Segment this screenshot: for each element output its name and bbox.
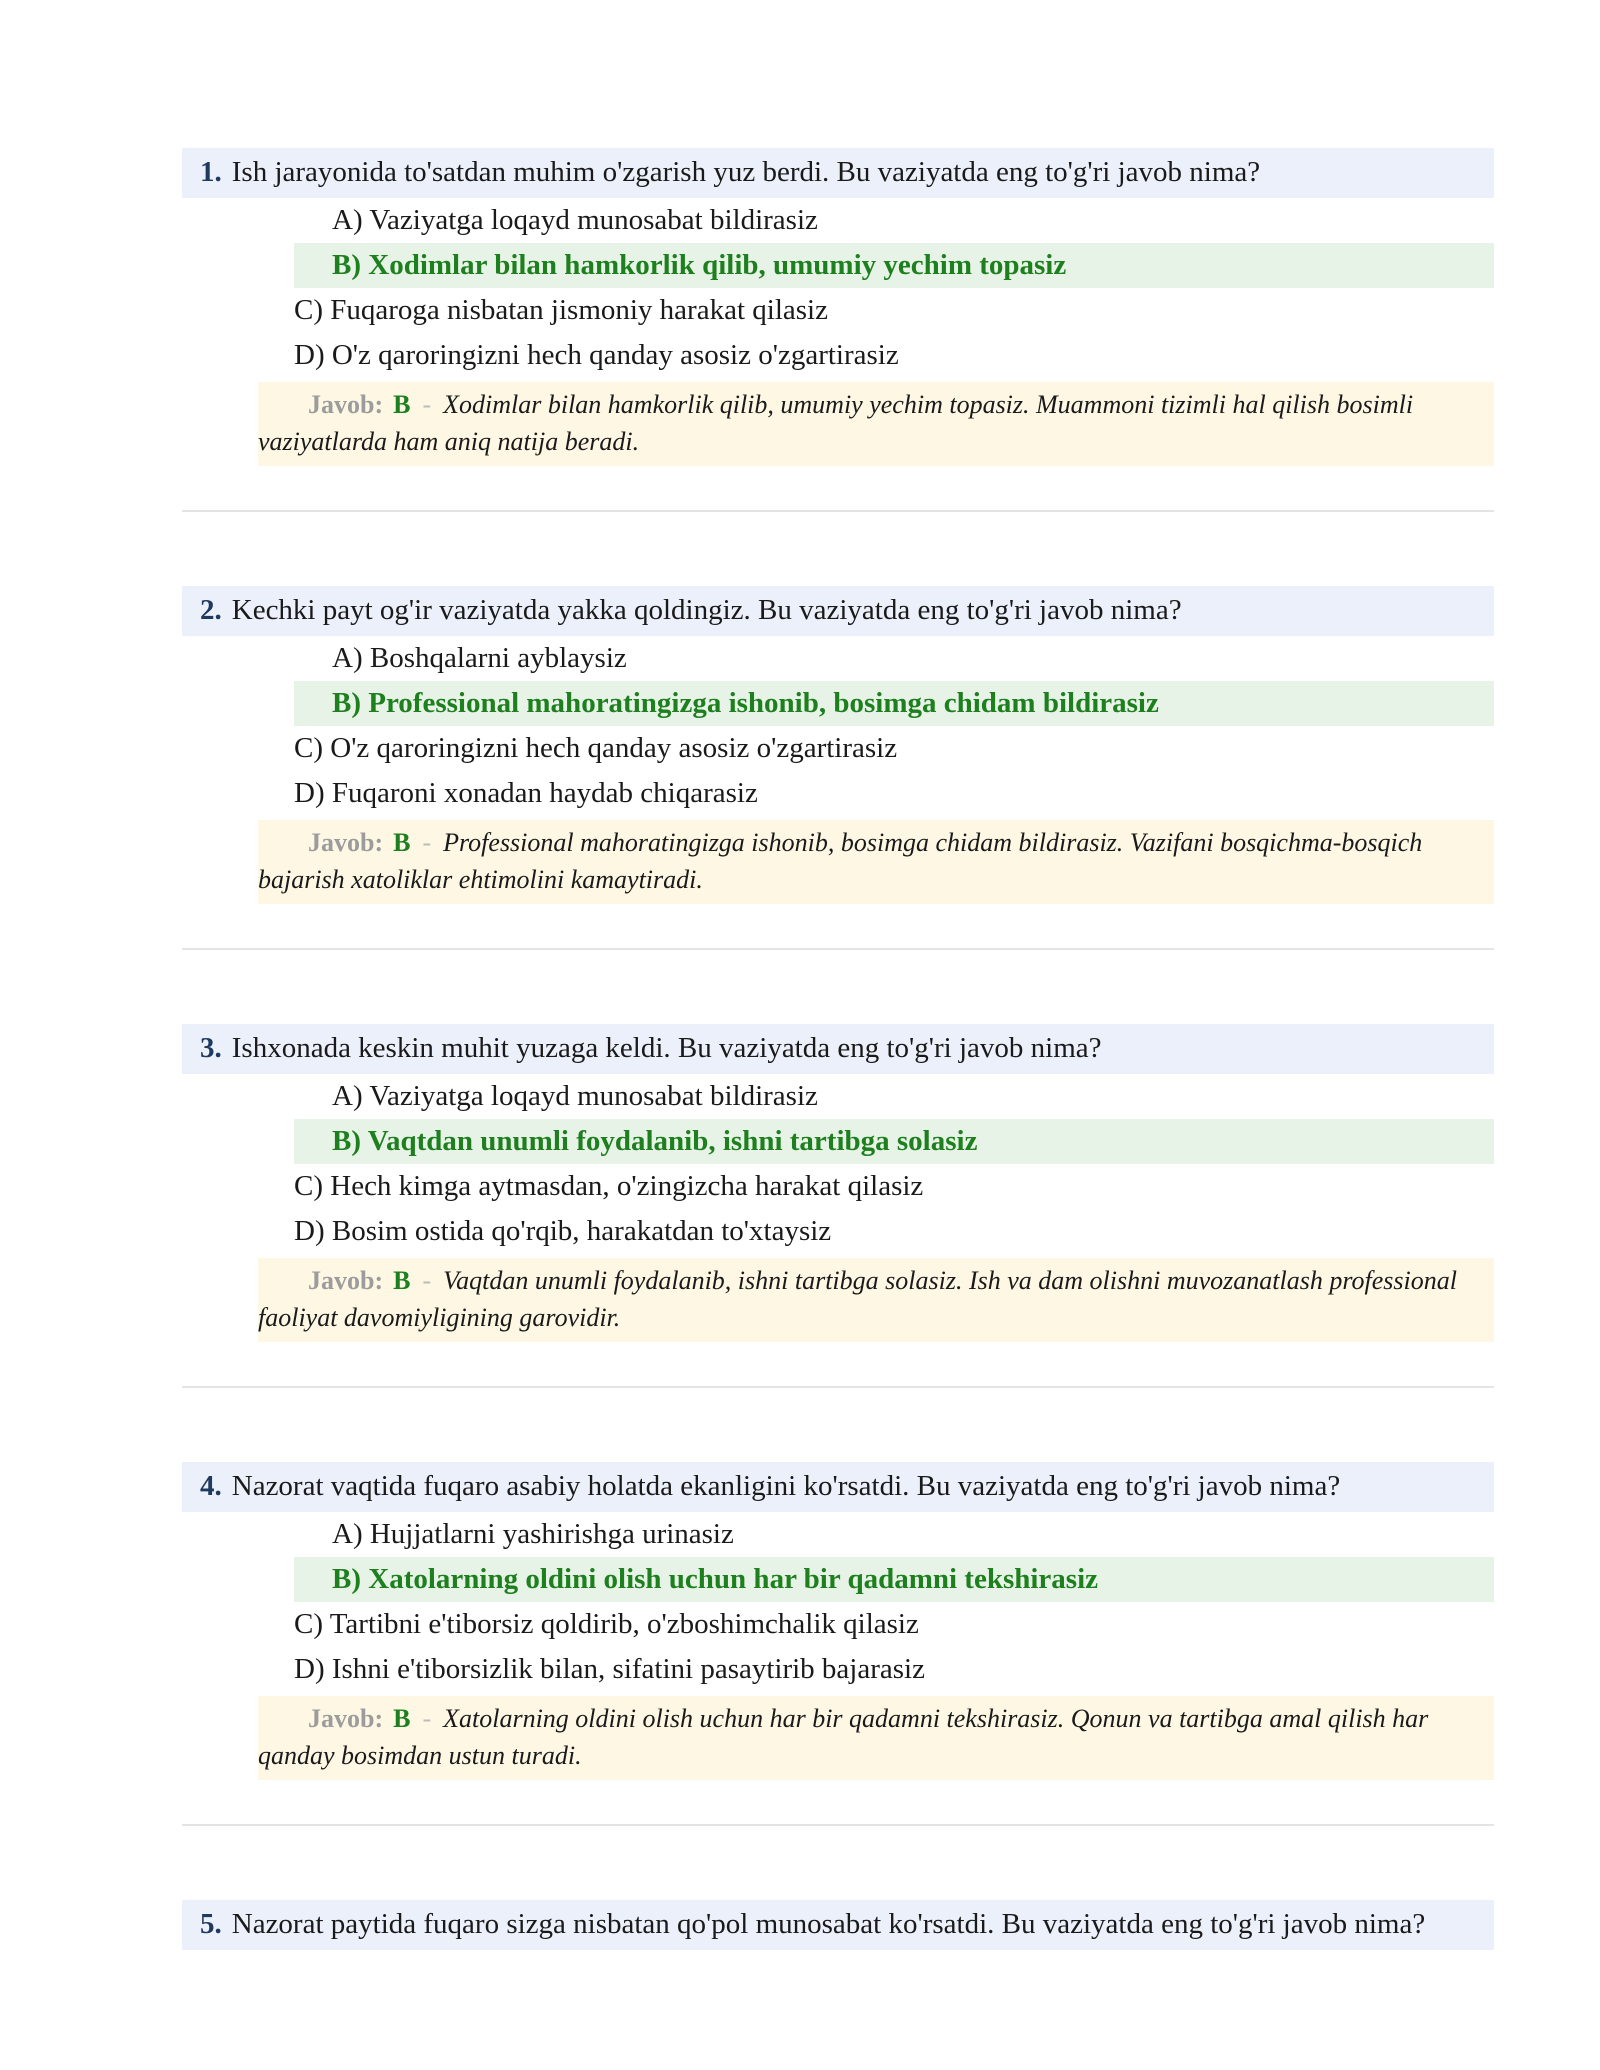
document-page — [182, 148, 1494, 1950]
question-text: Kechki payt og'ir vaziyatda yakka qoldingiz. Bu vaziyatda eng to'g'ri javob nima? — [231, 594, 1182, 626]
option-a: A) Vaziyatga loqayd munosabat bildirasiz — [332, 1080, 818, 1112]
question-number: 3. — [200, 1032, 222, 1064]
question-5 — [182, 1900, 1494, 1950]
question-text: Nazorat vaqtida fuqaro asabiy holatda ekanligini ko'rsatdi. Bu vaziyatda eng to'g'ri javob nima? — [231, 1470, 1341, 1502]
question-header — [182, 148, 1494, 198]
answer-text: Vaqtdan unumli foydalanib, ishni tartibga solasiz. Ish va dam olishni muvozanatlash professional faoliyat davomiyligining garovidir. — [258, 1266, 1457, 1332]
question-2 — [182, 586, 1494, 950]
answer-letter: B — [393, 828, 411, 857]
option-c: C) Fuqaroga nisbatan jismoniy harakat qilasiz — [294, 294, 828, 326]
answer-letter: B — [393, 390, 411, 419]
separator — [182, 510, 1494, 512]
question-number: 1. — [200, 156, 222, 188]
option-d: D) Fuqaroni xonadan haydab chiqarasiz — [294, 777, 758, 809]
option-b-correct: B) Xodimlar bilan hamkorlik qilib, umumiy yechim topasiz — [294, 243, 1494, 288]
answer-text: Professional mahoratingizga ishonib, bosimga chidam bildirasiz. Vazifani bosqichma-bosqich bajarish xatoliklar ehtimolini kamaytiradi. — [258, 828, 1423, 894]
question-text: Ishxonada keskin muhit yuzaga keldi. Bu vaziyatda eng to'g'ri javob nima? — [231, 1032, 1102, 1064]
question-number: 5. — [200, 1908, 222, 1940]
question-header — [182, 1900, 1494, 1950]
answer-label: Javob: — [308, 1266, 384, 1295]
answer-label: Javob: — [308, 390, 384, 419]
question-1 — [182, 148, 1494, 512]
option-a: A) Vaziyatga loqayd munosabat bildirasiz — [332, 204, 818, 236]
option-d: D) O'z qaroringizni hech qanday asosiz o'zgartirasiz — [294, 339, 899, 371]
question-number: 2. — [200, 594, 222, 626]
answer-box — [258, 820, 1494, 904]
question-text: Nazorat paytida fuqaro sizga nisbatan qo'pol munosabat ko'rsatdi. Bu vaziyatda eng to'g'ri javob nima? — [231, 1908, 1426, 1940]
question-header — [182, 1462, 1494, 1512]
separator — [182, 1386, 1494, 1388]
separator — [182, 1824, 1494, 1826]
answer-box — [258, 1696, 1494, 1780]
question-number: 4. — [200, 1470, 222, 1502]
answer-box — [258, 1258, 1494, 1342]
answer-dash: - — [422, 1704, 432, 1733]
option-b-correct: B) Xatolarning oldini olish uchun har bir qadamni tekshirasiz — [294, 1557, 1494, 1602]
option-a: A) Boshqalarni ayblaysiz — [332, 642, 627, 674]
separator — [182, 948, 1494, 950]
answer-dash: - — [422, 390, 432, 419]
question-text: Ish jarayonida to'satdan muhim o'zgarish yuz berdi. Bu vaziyatda eng to'g'ri javob nima? — [231, 156, 1261, 188]
answer-label: Javob: — [308, 1704, 384, 1733]
option-a: A) Hujjatlarni yashirishga urinasiz — [332, 1518, 734, 1550]
answer-text: Xodimlar bilan hamkorlik qilib, umumiy yechim topasiz. Muammoni tizimli hal qilish bosimli vaziyatlarda ham aniq natija beradi. — [258, 390, 1414, 456]
answer-label: Javob: — [308, 828, 384, 857]
option-c: C) Tartibni e'tiborsiz qoldirib, o'zboshimchalik qilasiz — [294, 1608, 919, 1640]
option-b-correct: B) Professional mahoratingizga ishonib, bosimga chidam bildirasiz — [294, 681, 1494, 726]
option-d: D) Ishni e'tiborsizlik bilan, sifatini pasaytirib bajarasiz — [294, 1653, 925, 1685]
answer-dash: - — [422, 1266, 432, 1295]
question-4 — [182, 1462, 1494, 1826]
option-d: D) Bosim ostida qo'rqib, harakatdan to'xtaysiz — [294, 1215, 832, 1247]
question-header — [182, 586, 1494, 636]
answer-box — [258, 382, 1494, 466]
answer-letter: B — [393, 1704, 411, 1733]
answer-text: Xatolarning oldini olish uchun har bir qadamni tekshirasiz. Qonun va tartibga amal qilish har qanday bosimdan ustun turadi. — [258, 1704, 1429, 1770]
answer-letter: B — [393, 1266, 411, 1295]
option-c: C) O'z qaroringizni hech qanday asosiz o'zgartirasiz — [294, 732, 898, 764]
question-3 — [182, 1024, 1494, 1388]
option-c: C) Hech kimga aytmasdan, o'zingizcha harakat qilasiz — [294, 1170, 924, 1202]
question-header — [182, 1024, 1494, 1074]
option-b-correct: B) Vaqtdan unumli foydalanib, ishni tartibga solasiz — [294, 1119, 1494, 1164]
answer-dash: - — [422, 828, 432, 857]
